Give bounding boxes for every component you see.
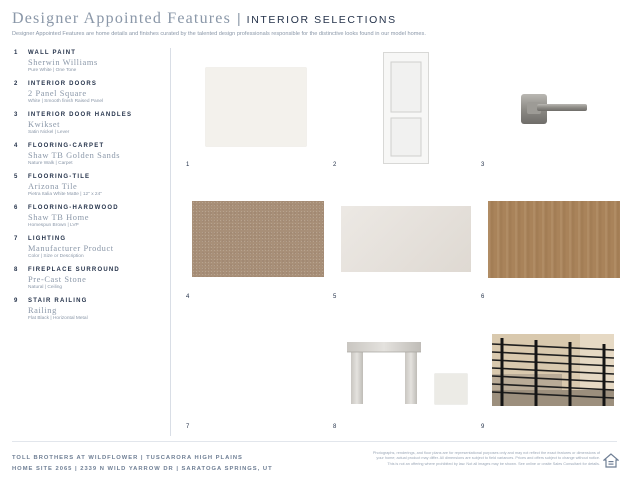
stone-sample-swatch bbox=[435, 374, 467, 404]
item-number: 3 bbox=[14, 112, 18, 118]
item-category: STAIR RAILING bbox=[28, 298, 88, 304]
cell-number: 9 bbox=[481, 424, 485, 430]
list-item bbox=[14, 143, 166, 167]
list-item bbox=[14, 298, 166, 322]
title-separator: | bbox=[237, 10, 241, 26]
item-product: Shaw TB Golden Sands bbox=[28, 151, 121, 160]
item-number: 9 bbox=[14, 298, 18, 304]
item-category: WALL PAINT bbox=[28, 50, 77, 56]
list-item bbox=[14, 267, 166, 291]
item-category: FIREPLACE SURROUND bbox=[28, 267, 120, 273]
page-subtitle: Designer Appointed Features are home details and finishes curated by the talented design professionals responsible for the distinctive looks found in our model homes. bbox=[12, 31, 426, 37]
item-category: FLOORING-HARDWOOD bbox=[28, 205, 119, 211]
community-name: TOLL BROTHERS AT WILDFLOWER | TUSCARORA HIGH PLAINS bbox=[12, 455, 243, 461]
image-cell-lighting bbox=[186, 310, 326, 430]
list-item bbox=[14, 205, 166, 229]
carpet-swatch bbox=[192, 201, 324, 277]
item-detail: Flat Black | Horizontal Metal bbox=[28, 316, 88, 321]
cell-number: 4 bbox=[186, 294, 190, 300]
cell-number: 7 bbox=[186, 424, 190, 430]
page-title: Designer Appointed Features bbox=[12, 10, 232, 27]
item-number: 6 bbox=[14, 205, 18, 211]
item-number: 8 bbox=[14, 267, 18, 273]
item-product: Arizona Tile bbox=[28, 182, 78, 191]
image-cell-door bbox=[333, 48, 473, 168]
item-number: 5 bbox=[14, 174, 18, 180]
item-number: 7 bbox=[14, 236, 18, 242]
disclaimer-line: your home; actual product may differ. All dimensions are subject to field variances. Prices and offers subject to change without notice. bbox=[376, 456, 600, 461]
section-title: INTERIOR SELECTIONS bbox=[246, 14, 397, 26]
item-detail: Satin Nickel | Lever bbox=[28, 130, 70, 135]
item-detail: Pure White | One Tone bbox=[28, 68, 77, 73]
disclaimer bbox=[310, 451, 600, 467]
disclaimer-line: Photographs, renderings, and floor plans are for representational purposes only and may not reflect the exact features or dimensions of bbox=[372, 451, 600, 455]
stair-railing-image bbox=[492, 334, 614, 406]
tile-swatch bbox=[341, 206, 471, 272]
item-product: Pre-Cast Stone bbox=[28, 275, 87, 284]
home-site-address: HOME SITE 2065 | 2339 N WILD YARROW DR | SARATOGA SPRINGS, UT bbox=[12, 466, 273, 472]
title-row bbox=[12, 10, 617, 28]
cell-number: 2 bbox=[333, 162, 337, 168]
cell-number: 5 bbox=[333, 294, 337, 300]
image-cell-railing bbox=[481, 310, 621, 430]
item-product: 2 Panel Square bbox=[28, 89, 87, 98]
item-category: LIGHTING bbox=[28, 236, 67, 242]
item-product: Sherwin Williams bbox=[28, 58, 98, 67]
list-item bbox=[14, 50, 166, 74]
item-category: INTERIOR DOOR HANDLES bbox=[28, 112, 133, 118]
item-number: 4 bbox=[14, 143, 18, 149]
image-cell-tile bbox=[333, 180, 473, 300]
disclaimer-line: This is not an offering where prohibited by law. Not all images may be shown. See online or onsite Sales Consultant for details. bbox=[387, 461, 600, 466]
cell-number: 3 bbox=[481, 162, 485, 168]
header bbox=[12, 10, 617, 37]
footer-divider bbox=[12, 441, 617, 442]
item-number: 2 bbox=[14, 81, 18, 87]
list-item bbox=[14, 112, 166, 136]
cell-number: 6 bbox=[481, 294, 485, 300]
item-detail: Homespun Brown | LVP bbox=[28, 223, 79, 228]
item-product: Manufacturer Product bbox=[28, 244, 114, 253]
item-product: Railing bbox=[28, 306, 57, 315]
item-product: Shaw TB Home bbox=[28, 213, 90, 222]
item-number: 1 bbox=[14, 50, 18, 56]
item-detail: Color | Size or Description bbox=[28, 254, 84, 259]
door-handle-image bbox=[519, 92, 589, 128]
image-cell-carpet bbox=[186, 180, 326, 300]
image-cell-handle bbox=[481, 48, 621, 168]
cell-number: 1 bbox=[186, 162, 190, 168]
item-detail: Pietra Italia White Matte | 12" x 24" bbox=[28, 192, 102, 197]
list-item bbox=[14, 81, 166, 105]
door-image bbox=[383, 52, 429, 164]
paint-swatch bbox=[206, 68, 306, 146]
item-product: Kwikset bbox=[28, 120, 61, 129]
image-cell-wall-paint bbox=[186, 48, 326, 168]
image-cell-fireplace bbox=[333, 310, 473, 430]
fireplace-surround-image bbox=[347, 340, 423, 406]
cell-number: 8 bbox=[333, 424, 337, 430]
list-item bbox=[14, 236, 166, 260]
column-divider bbox=[170, 48, 171, 436]
image-cell-hardwood bbox=[481, 180, 621, 300]
hardwood-swatch bbox=[488, 201, 620, 278]
item-detail: Nature Walk | Carpet bbox=[28, 161, 73, 166]
item-category: FLOORING-TILE bbox=[28, 174, 91, 180]
community-info bbox=[12, 453, 273, 475]
equal-housing-icon bbox=[603, 453, 619, 469]
selections-list bbox=[14, 50, 166, 329]
item-category: INTERIOR DOORS bbox=[28, 81, 98, 87]
item-category: FLOORING-CARPET bbox=[28, 143, 105, 149]
list-item bbox=[14, 174, 166, 198]
item-detail: Natural | Ceiling bbox=[28, 285, 63, 290]
item-detail: White | Smooth finish Raised Panel bbox=[28, 99, 104, 104]
